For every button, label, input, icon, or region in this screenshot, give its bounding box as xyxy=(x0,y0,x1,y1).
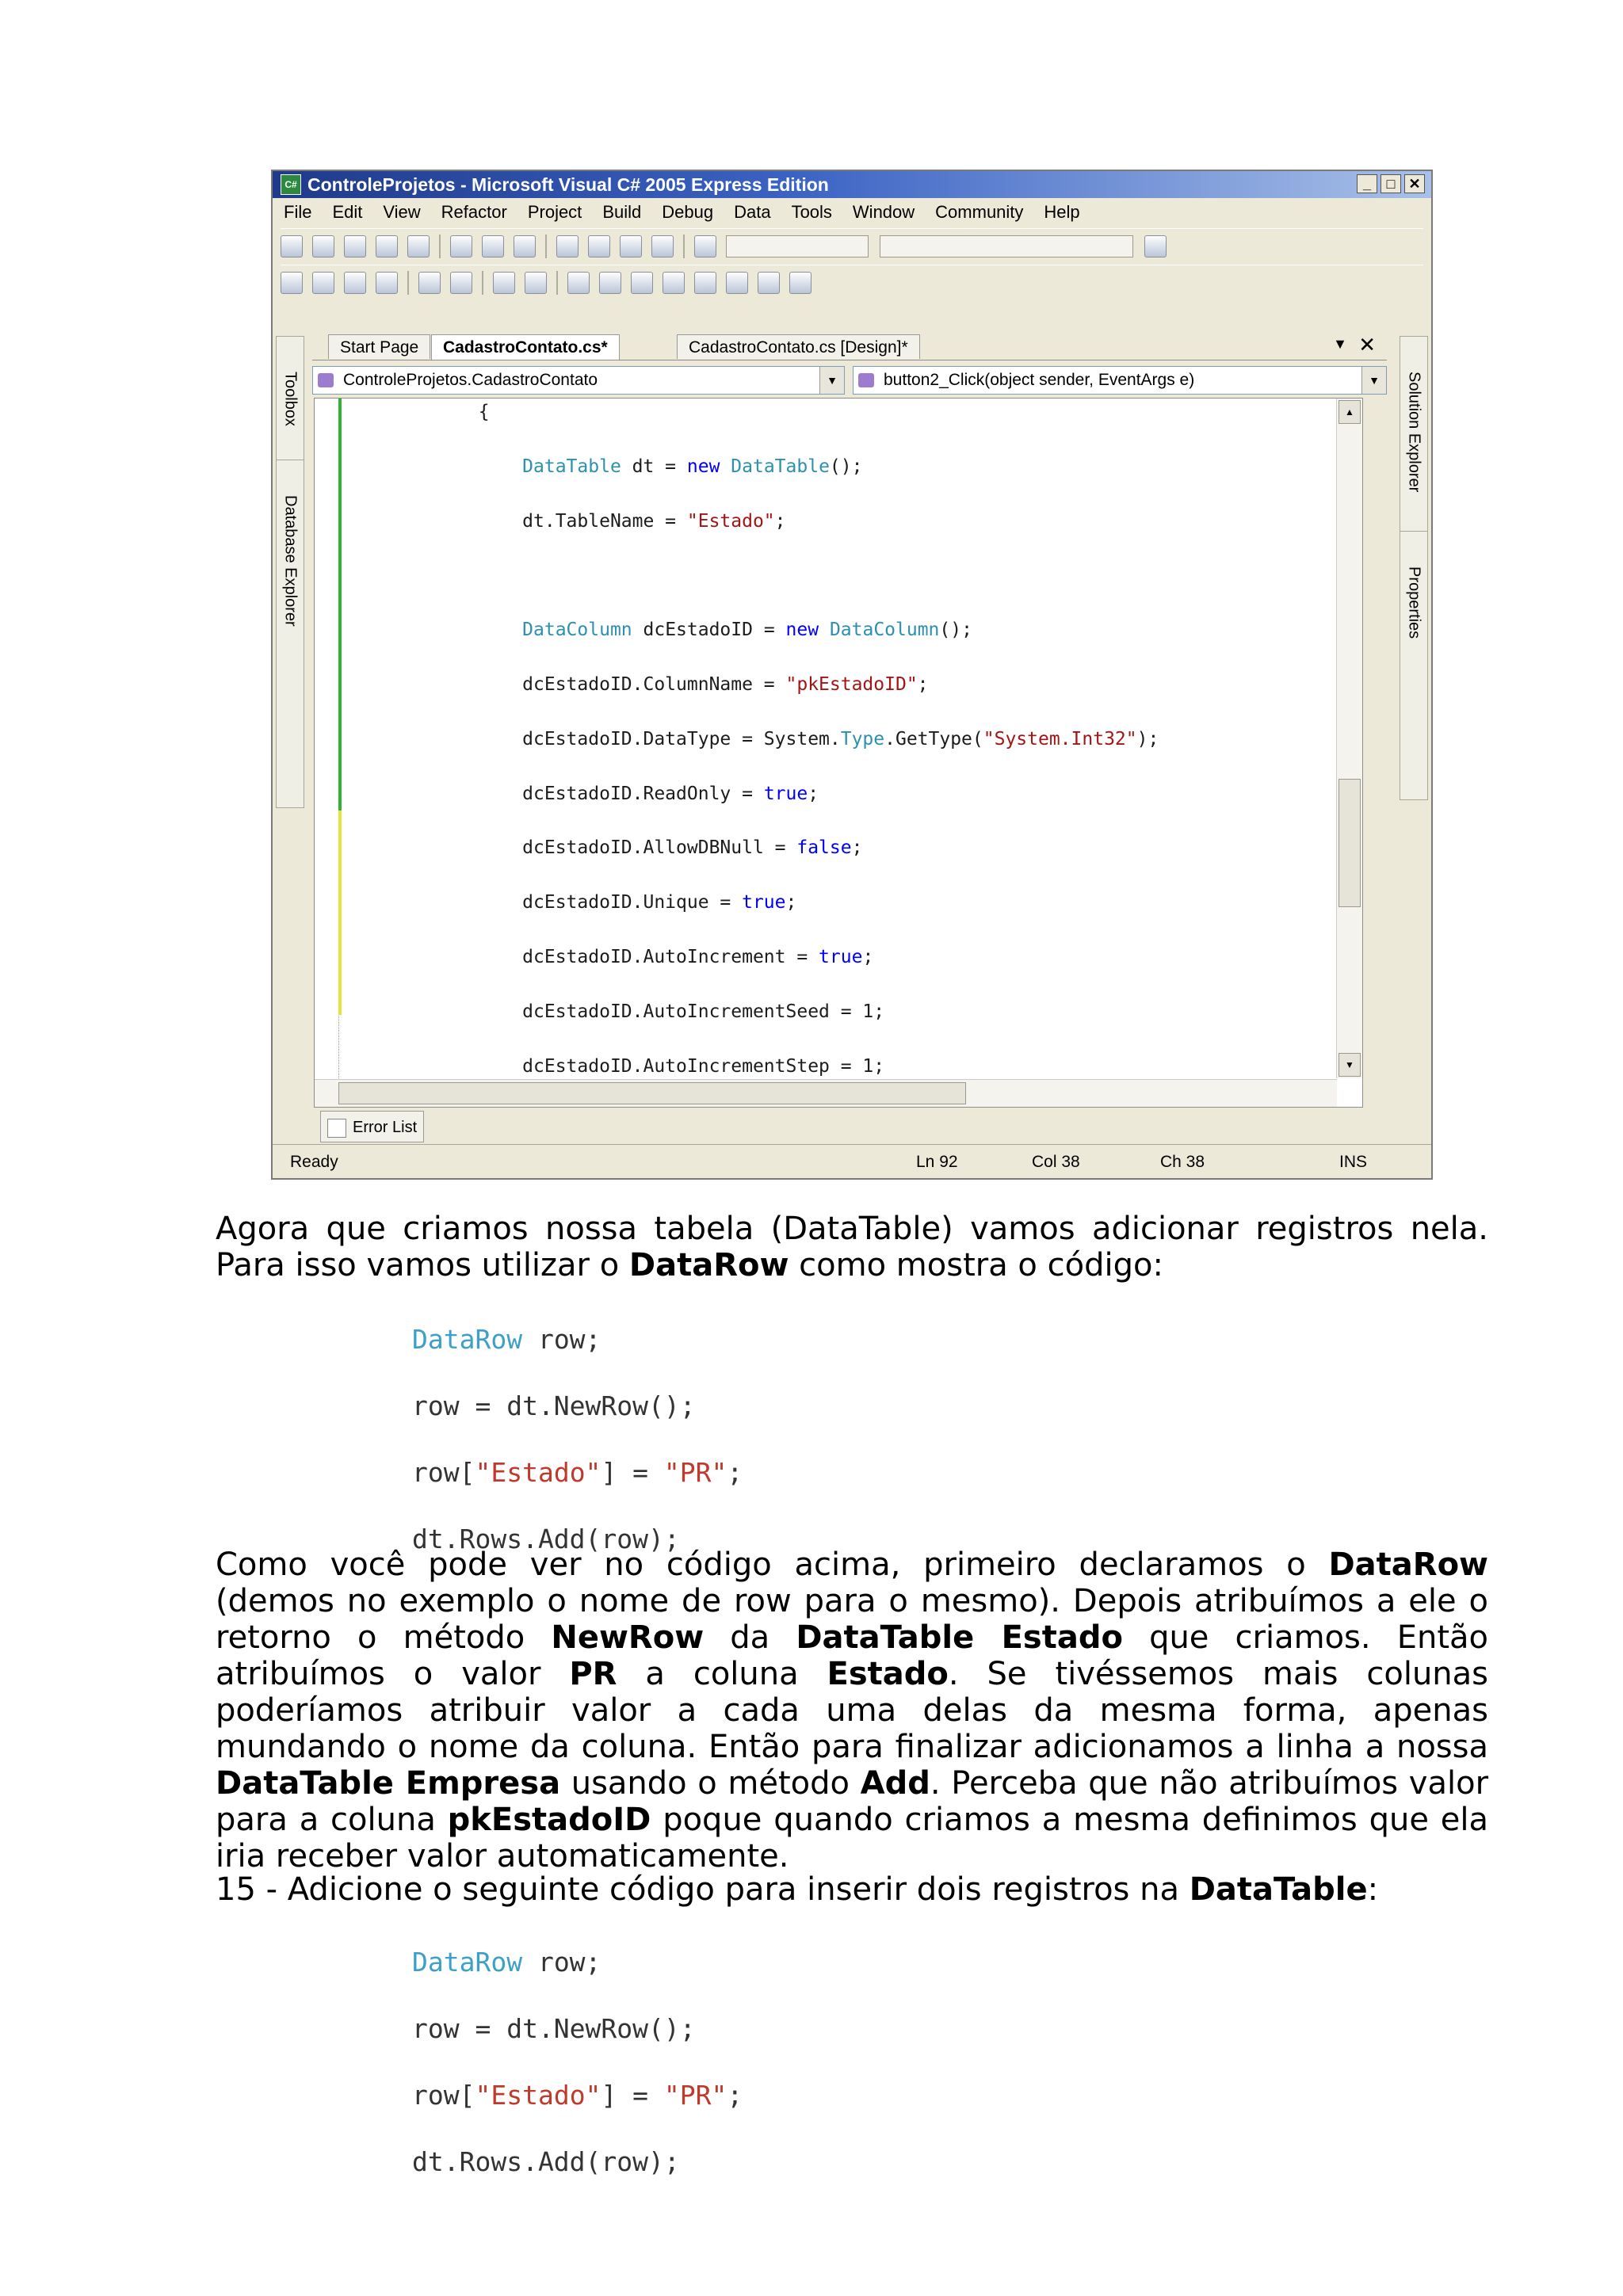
code-token: ; xyxy=(785,892,797,913)
text-run: . Se tivéssemos mais colunas poderíamos atribuir valor a cada uma delas da mesma forma, apenas mundando o nome da coluna. Então para finalizar adicionamos a linha a nossa xyxy=(216,1656,1489,1765)
code-line xyxy=(391,1053,1159,1080)
paragraph-step-15 xyxy=(216,1871,1488,1908)
next-bookmark-folder-icon[interactable] xyxy=(694,272,716,294)
unsaved-changes-marker xyxy=(338,810,342,1015)
code-token: { xyxy=(391,402,490,422)
status-line: Ln 92 xyxy=(916,1153,958,1171)
code-token: ; xyxy=(727,1456,743,1488)
toolbar-separator xyxy=(482,271,483,295)
status-insert-mode: INS xyxy=(1339,1153,1368,1171)
text-run: (demos no exemplo o nome de row para o mesmo). Depois atribuímos a ele o retorno o método xyxy=(216,1583,1488,1656)
code-token: dcEstadoID.AutoIncrementStep = 1; xyxy=(391,1055,885,1077)
menu-file[interactable]: File xyxy=(284,202,312,222)
code-token-ty: DataRow xyxy=(412,1324,523,1355)
document-tabs xyxy=(312,331,1387,360)
code-token: ; xyxy=(774,510,786,532)
code-token: dcEstadoID.Unique = xyxy=(391,892,743,913)
start-debugging-icon[interactable] xyxy=(694,235,716,257)
window-title: ControleProjetos - Microsoft Visual C# 2005 Express Edition xyxy=(307,174,829,195)
code-token: ; xyxy=(862,946,874,967)
code-token-ty: DataColumn xyxy=(522,620,632,641)
menu-bar xyxy=(273,198,1431,227)
code-line xyxy=(391,399,1159,425)
code-token: ] = xyxy=(601,1456,664,1488)
code-token: ); xyxy=(1136,728,1159,749)
editor-gutter xyxy=(315,399,339,1107)
vertical-scrollbar[interactable] xyxy=(1336,399,1362,1078)
parameter-info-icon[interactable] xyxy=(312,272,334,294)
code-token: ; xyxy=(727,2079,743,2111)
code-token-kw: new xyxy=(785,620,819,641)
menu-refactor[interactable]: Refactor xyxy=(441,202,507,222)
increase-indent-icon[interactable] xyxy=(450,272,472,294)
code-token-st: "pkEstadoID" xyxy=(785,673,918,695)
code-token-ty: DataTable xyxy=(731,456,830,477)
code-token: dcEstadoID.AutoIncrement = xyxy=(391,946,819,967)
code-line xyxy=(412,2142,743,2177)
bold-term: DataRow xyxy=(628,1247,789,1283)
code-token: row[ xyxy=(412,1456,475,1488)
toolbar-separator xyxy=(545,235,547,258)
bold-term: NewRow xyxy=(551,1619,705,1656)
code-line xyxy=(412,2009,743,2044)
code-line xyxy=(412,1386,743,1421)
code-line xyxy=(412,1320,743,1355)
menu-window[interactable]: Window xyxy=(852,202,915,222)
code-token: ] = xyxy=(601,2079,664,2111)
code-line xyxy=(391,998,1159,1025)
add-item-icon[interactable] xyxy=(312,235,334,257)
find-combo[interactable] xyxy=(880,235,1133,257)
toolbox-label: Toolbox xyxy=(281,372,300,426)
chevron-down-icon[interactable]: ▼ xyxy=(1361,367,1386,394)
code-token: dt.Rows.Add(row); xyxy=(412,2145,680,2177)
class-dropdown[interactable] xyxy=(312,366,845,395)
bold-term: DataTable xyxy=(1189,1871,1368,1908)
bold-term: DataTable Empresa xyxy=(216,1765,561,1802)
member-list-icon[interactable] xyxy=(281,272,303,294)
code-line xyxy=(391,562,1159,589)
class-icon xyxy=(318,373,334,387)
paragraph-explanation xyxy=(216,1547,1488,1875)
next-bookmark-document-icon[interactable] xyxy=(758,272,780,294)
find-in-files-icon[interactable] xyxy=(1144,235,1167,257)
class-dropdown-value: ControleProjetos.CadastroContato xyxy=(343,371,598,389)
code-text xyxy=(391,399,1159,1108)
toolbar-separator xyxy=(439,235,441,258)
text-run: a coluna xyxy=(617,1656,827,1692)
menu-community[interactable]: Community xyxy=(935,202,1024,222)
code-line xyxy=(391,834,1159,861)
uncomment-icon[interactable] xyxy=(525,272,547,294)
code-token: ; xyxy=(808,783,819,804)
text-run: : xyxy=(1367,1871,1379,1908)
code-line xyxy=(391,780,1159,807)
code-line xyxy=(391,726,1159,753)
code-token-kw: new xyxy=(686,456,720,477)
code-token: dcEstadoID = xyxy=(632,620,786,641)
text-run: . Perceba que não atribuímos valor para a coluna xyxy=(216,1765,1489,1838)
code-token-st: "PR" xyxy=(663,1456,727,1488)
scroll-thumb[interactable] xyxy=(338,1082,966,1104)
database-explorer-label: Database Explorer xyxy=(281,495,300,627)
quick-info-icon[interactable] xyxy=(344,272,366,294)
open-file-icon[interactable] xyxy=(344,235,366,257)
window-controls xyxy=(1357,174,1425,193)
code-line xyxy=(391,671,1159,698)
code-token-st: "Estado" xyxy=(475,2079,601,2111)
menu-tools[interactable]: Tools xyxy=(791,202,832,222)
code-token-st: "System.Int32" xyxy=(983,728,1137,749)
error-list-icon xyxy=(327,1119,346,1138)
bold-term: pkEstadoID xyxy=(447,1802,651,1838)
bold-term: DataRow xyxy=(1328,1547,1488,1583)
complete-word-icon[interactable] xyxy=(376,272,398,294)
code-line xyxy=(412,1520,743,1554)
tab-cadastro-contato-design[interactable]: CadastroContato.cs [Design]* xyxy=(677,334,920,359)
error-list-label: Error List xyxy=(353,1119,418,1136)
code-line xyxy=(412,1453,743,1488)
cut-icon[interactable] xyxy=(450,235,472,257)
text-run: Como você pode ver no código acima, primeiro declaramos o xyxy=(216,1547,1329,1583)
code-line xyxy=(391,889,1159,916)
error-list-tab[interactable] xyxy=(320,1111,424,1142)
code-token: (); xyxy=(829,456,863,477)
code-line xyxy=(412,2076,743,2111)
code-token: dcEstadoID.AutoIncrementSeed = 1; xyxy=(391,1001,885,1022)
code-sample-insert xyxy=(412,1943,743,2209)
decrease-indent-icon[interactable] xyxy=(418,272,441,294)
horizontal-scrollbar[interactable] xyxy=(315,1079,1337,1107)
text-run: poque quando criamos a mesma definimos que ela iria receber valor automaticamente. xyxy=(216,1802,1488,1875)
minimize-icon[interactable]: _ xyxy=(1357,174,1377,193)
paragraph-intro xyxy=(216,1211,1488,1283)
code-token: ; xyxy=(851,837,863,859)
menu-edit[interactable]: Edit xyxy=(332,202,363,222)
chevron-down-icon[interactable]: ▼ xyxy=(819,367,844,394)
toolbar-separator xyxy=(556,271,558,295)
undo-icon[interactable] xyxy=(556,235,579,257)
code-line xyxy=(412,1943,743,1978)
copy-icon[interactable] xyxy=(482,235,504,257)
code-line xyxy=(391,508,1159,535)
text-run: Agora que criamos nossa tabela (DataTable) vamos adicionar registros nela. Para isso vamos utilizar o xyxy=(216,1211,1488,1283)
code-token: row = dt.NewRow(); xyxy=(412,1390,696,1421)
saved-changes-marker xyxy=(338,399,342,810)
code-token xyxy=(819,620,830,640)
text-run: 15 - Adicione o seguinte código para inserir dois registros na xyxy=(216,1871,1190,1908)
code-token: dcEstadoID.ColumnName = xyxy=(391,673,786,695)
solution-explorer-label: Solution Explorer xyxy=(1405,372,1423,493)
text-editor-toolbar xyxy=(281,265,1423,300)
method-icon xyxy=(858,373,874,387)
database-explorer-panel-tab[interactable] xyxy=(276,460,304,808)
save-all-icon[interactable] xyxy=(407,235,430,257)
code-token: dt.TableName = xyxy=(391,510,687,532)
text-run: usando o método xyxy=(560,1765,861,1802)
code-token-kw: true xyxy=(763,783,808,804)
maximize-icon[interactable]: □ xyxy=(1381,174,1401,193)
status-column: Col 38 xyxy=(1032,1153,1080,1171)
code-token: .GetType( xyxy=(884,728,983,749)
close-icon[interactable]: ✕ xyxy=(1404,174,1425,193)
code-editor[interactable] xyxy=(314,398,1363,1108)
code-token-kw: false xyxy=(796,837,852,859)
code-token: ; xyxy=(917,673,929,695)
code-token xyxy=(391,620,522,640)
code-token xyxy=(391,456,522,477)
text-run: da xyxy=(704,1619,796,1656)
close-document-icon[interactable]: ✕ xyxy=(1358,333,1376,357)
tab-cadastro-contato-code[interactable]: CadastroContato.cs* xyxy=(431,334,620,360)
code-token: row; xyxy=(522,1947,601,1978)
code-token: (); xyxy=(939,620,972,641)
member-dropdown[interactable] xyxy=(853,366,1387,395)
code-token-ty: DataColumn xyxy=(829,620,940,641)
code-token: row; xyxy=(522,1324,601,1355)
member-dropdown-value: button2_Click(object sender, EventArgs e) xyxy=(884,371,1195,389)
bold-term: Estado xyxy=(827,1656,949,1692)
code-token: dcEstadoID.AllowDBNull = xyxy=(391,837,797,859)
text-run: que criamos. Então atribuímos o valor xyxy=(216,1619,1489,1692)
code-line xyxy=(391,453,1159,480)
standard-toolbar xyxy=(281,228,1423,264)
menu-project[interactable]: Project xyxy=(527,202,582,222)
menu-data[interactable]: Data xyxy=(734,202,771,222)
scroll-thumb[interactable] xyxy=(1338,779,1361,907)
properties-label: Properties xyxy=(1405,566,1423,639)
code-token-st: "PR" xyxy=(663,2079,727,2111)
code-token-kw: true xyxy=(742,892,786,913)
code-token: row = dt.NewRow(); xyxy=(412,2012,696,2044)
menu-help[interactable]: Help xyxy=(1044,202,1080,222)
previous-bookmark-folder-icon[interactable] xyxy=(663,272,685,294)
menu-debug[interactable]: Debug xyxy=(662,202,714,222)
visual-csharp-app-icon: C# xyxy=(281,174,301,195)
menu-build[interactable]: Build xyxy=(602,202,642,222)
code-token: row[ xyxy=(412,2079,475,2111)
tab-start-page[interactable]: Start Page xyxy=(328,334,430,359)
toolbar-separator xyxy=(683,235,685,258)
status-char: Ch 38 xyxy=(1160,1153,1205,1171)
code-line xyxy=(391,1107,1159,1108)
status-bar xyxy=(273,1144,1431,1178)
status-ready: Ready xyxy=(290,1153,338,1171)
code-token-kw: true xyxy=(819,946,863,967)
code-token-ty: DataTable xyxy=(522,456,621,477)
code-token: dcEstadoID.ReadOnly = xyxy=(391,783,764,804)
code-navigation-bar xyxy=(312,364,1387,396)
bold-term: PR xyxy=(569,1656,617,1692)
paste-icon[interactable] xyxy=(514,235,536,257)
comment-icon[interactable] xyxy=(493,272,515,294)
active-files-dropdown-icon[interactable]: ▼ xyxy=(1333,336,1347,352)
ide-screenshot xyxy=(271,170,1433,1180)
toolbar-separator xyxy=(407,271,409,295)
bookmark-icon[interactable] xyxy=(567,272,590,294)
previous-bookmark-icon[interactable] xyxy=(599,272,621,294)
new-project-icon[interactable] xyxy=(281,235,303,257)
code-token-st: "Estado" xyxy=(475,1456,601,1488)
code-token: dt.Rows.Add(row); xyxy=(412,1523,680,1554)
bold-term: Add xyxy=(860,1765,930,1802)
code-line xyxy=(391,616,1159,643)
properties-panel-tab[interactable] xyxy=(1400,531,1428,800)
code-token: dt = xyxy=(621,456,687,477)
code-token xyxy=(720,456,731,477)
previous-bookmark-document-icon[interactable] xyxy=(726,272,748,294)
scroll-down-icon[interactable]: ▼ xyxy=(1338,1053,1361,1077)
text-run: como mostra o código: xyxy=(789,1247,1163,1283)
code-token-ty: Type xyxy=(840,728,885,749)
save-icon[interactable] xyxy=(376,235,398,257)
redo-icon[interactable] xyxy=(588,235,610,257)
code-token-ty: DataRow xyxy=(412,1947,523,1978)
scroll-up-icon[interactable]: ▲ xyxy=(1338,400,1361,424)
code-token-st: "Estado" xyxy=(686,510,775,532)
code-line xyxy=(391,944,1159,971)
menu-view[interactable]: View xyxy=(383,202,421,222)
next-bookmark-icon[interactable] xyxy=(631,272,653,294)
output-icon[interactable] xyxy=(651,235,674,257)
clear-bookmarks-icon[interactable] xyxy=(789,272,812,294)
navigate-icon[interactable] xyxy=(620,235,642,257)
window-titlebar xyxy=(273,171,1431,198)
configuration-combo[interactable] xyxy=(726,235,869,257)
bold-term: DataTable Estado xyxy=(796,1619,1123,1656)
code-token: dcEstadoID.DataType = System. xyxy=(391,728,841,749)
